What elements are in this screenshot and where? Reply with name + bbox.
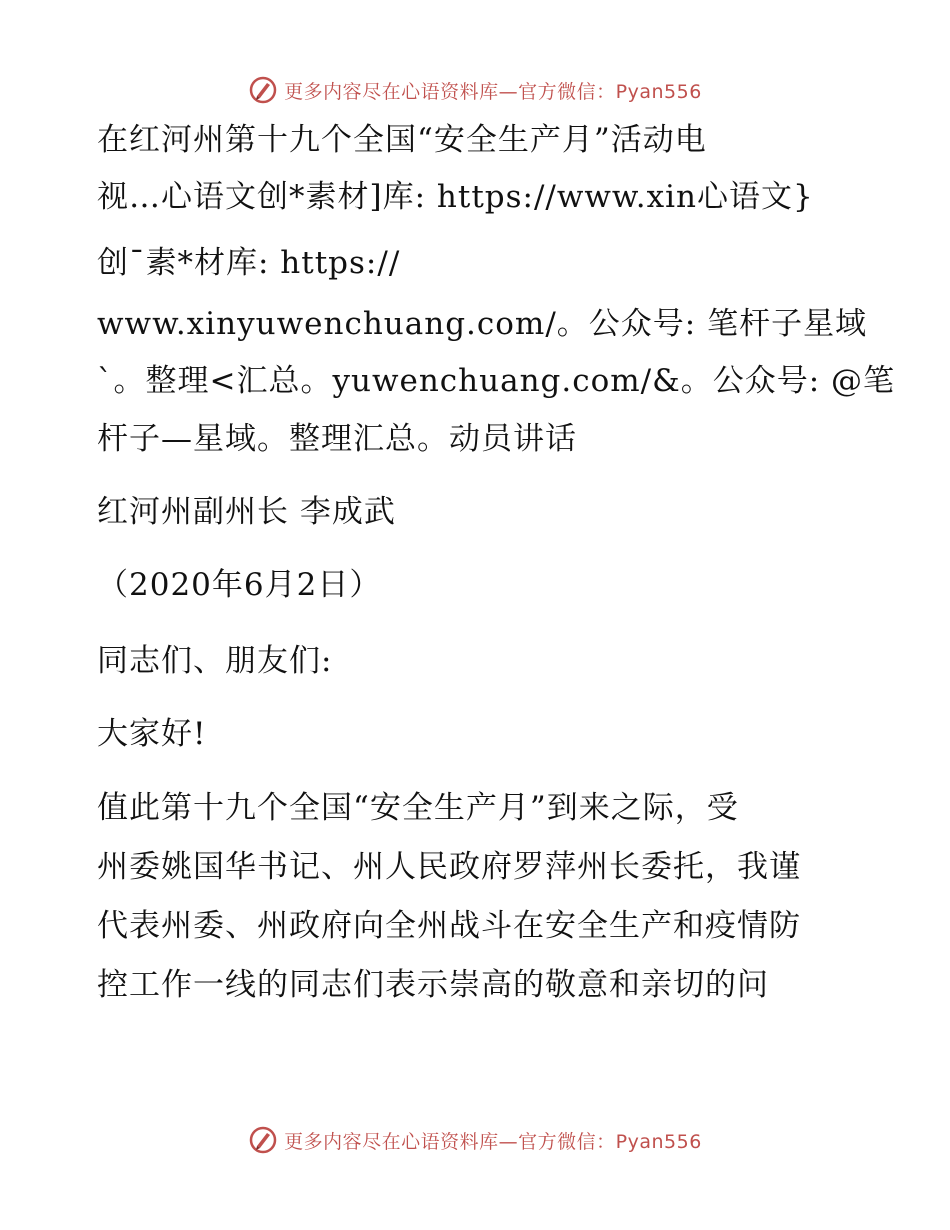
author-line: 红河州副州长 李成武	[97, 494, 396, 530]
date-line: （2020年6月2日）	[97, 567, 382, 603]
footer-watermark-banner	[0, 1120, 950, 1160]
salutation-line: 同志们、朋友们:	[97, 643, 333, 679]
body-line: 在红河州第十九个全国“安全生产月”活动电	[97, 122, 707, 158]
body-line: www.xinyuwenchuang.com/。公众号: 笔杆子星域	[97, 306, 868, 342]
greeting-line: 大家好!	[97, 716, 207, 752]
body-line: 杆子—星域。整理汇总。动员讲话	[97, 421, 577, 457]
pen-logo-icon	[248, 1125, 278, 1155]
body-line: 视…心语文创*素材]库: https://www.xin心语文}	[97, 179, 814, 215]
body-line: `。整理<汇总。yuwenchuang.com/&。公众号: @笔	[97, 363, 895, 399]
body-line: 代表州委、州政府向全州战斗在安全生产和疫情防	[97, 908, 801, 944]
watermark-text: 更多内容尽在心语资料库—官方微信：Pyan556	[284, 80, 702, 103]
body-line: 州委姚国华书记、州人民政府罗萍州长委托，我谨	[97, 849, 801, 885]
watermark-text: 更多内容尽在心语资料库—官方微信：Pyan556	[284, 1130, 702, 1153]
body-line: 创¯素*材库: https://	[97, 245, 401, 281]
body-line: 控工作一线的同志们表示崇高的敬意和亲切的问	[97, 967, 769, 1003]
body-line: 值此第十九个全国“安全生产月”到来之际，受	[97, 790, 739, 826]
pen-logo-icon	[248, 75, 278, 105]
header-watermark-banner	[0, 70, 950, 110]
